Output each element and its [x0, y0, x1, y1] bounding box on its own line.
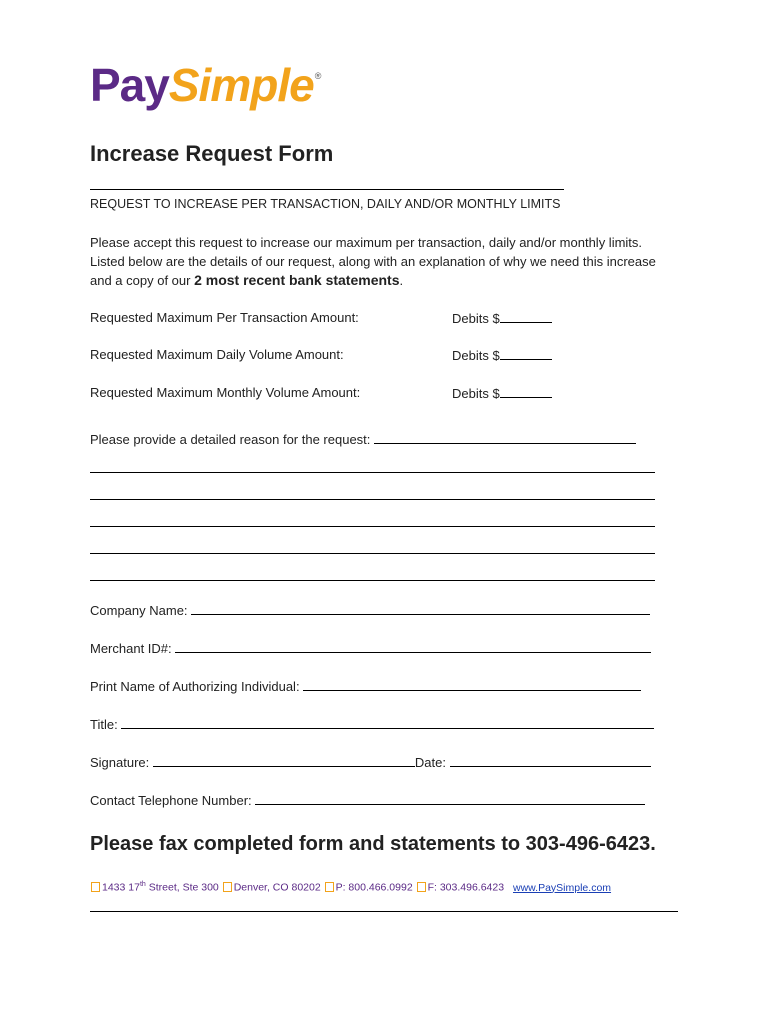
- phone-blank[interactable]: [255, 792, 645, 805]
- title-field[interactable]: Title:: [90, 716, 654, 732]
- daily-volume-debits[interactable]: Debits $: [452, 347, 552, 363]
- paysimple-logo: PaySimple®: [90, 59, 321, 111]
- reason-field[interactable]: Please provide a detailed reason for the request:: [90, 431, 636, 447]
- per-transaction-blank[interactable]: [500, 310, 552, 323]
- bullet-box-icon: [325, 882, 334, 892]
- bullet-box-icon: [417, 882, 426, 892]
- reason-line-4[interactable]: [90, 553, 655, 554]
- title-blank[interactable]: [121, 716, 654, 729]
- reason-line-3[interactable]: [90, 526, 655, 527]
- monthly-volume-label: Requested Maximum Monthly Volume Amount:: [90, 385, 361, 400]
- date-blank[interactable]: [450, 754, 651, 767]
- form-title: Increase Request Form: [90, 141, 334, 166]
- form-subtitle: REQUEST TO INCREASE PER TRANSACTION, DAILY AND/OR MONTHLY LIMITS: [90, 197, 561, 211]
- reason-blank[interactable]: [374, 431, 636, 444]
- intro-bold: 2 most recent bank statements: [194, 272, 400, 288]
- date-label: Date:: [414, 755, 446, 770]
- print-name-blank[interactable]: [303, 678, 641, 691]
- daily-volume-label: Requested Maximum Daily Volume Amount:: [90, 347, 344, 362]
- website-link[interactable]: www.PaySimple.com: [513, 881, 612, 894]
- company-name-field[interactable]: Company Name:: [90, 602, 650, 618]
- reason-line-5[interactable]: [90, 580, 655, 581]
- print-name-field[interactable]: Print Name of Authorizing Individual:: [90, 678, 641, 694]
- company-name-blank[interactable]: [191, 602, 650, 615]
- signature-field[interactable]: Signature: Date:: [90, 754, 651, 770]
- title-divider: [90, 189, 564, 190]
- phone-field[interactable]: Contact Telephone Number:: [90, 792, 645, 808]
- fax-instructions: Please fax completed form and statements to 303-496-6423.: [90, 833, 656, 855]
- reason-line-2[interactable]: [90, 499, 655, 500]
- monthly-volume-debits[interactable]: Debits $: [452, 385, 552, 401]
- intro-paragraph: Please accept this request to increase our maximum per transaction, daily and/or monthly limits. Listed below are the details of our request, along with an explanation of why we need this increase and a copy of our 2 most recent bank statements.: [90, 235, 656, 288]
- reason-line-1[interactable]: [90, 472, 655, 473]
- monthly-volume-blank[interactable]: [500, 385, 552, 398]
- merchant-id-field[interactable]: Merchant ID#:: [90, 640, 651, 656]
- footer-divider: [90, 911, 678, 912]
- merchant-id-blank[interactable]: [175, 640, 651, 653]
- bullet-box-icon: [91, 882, 100, 892]
- per-transaction-debits[interactable]: Debits $: [452, 310, 552, 326]
- daily-volume-blank[interactable]: [500, 347, 552, 360]
- per-transaction-label: Requested Maximum Per Transaction Amount:: [90, 310, 359, 325]
- bullet-box-icon: [223, 882, 232, 892]
- footer-contact: 1433 17th Street, Ste 300 Denver, CO 80202 P: 800.466.0992 F: 303.496.6423 www.PaySimple.com: [90, 881, 611, 894]
- signature-blank[interactable]: [153, 754, 415, 767]
